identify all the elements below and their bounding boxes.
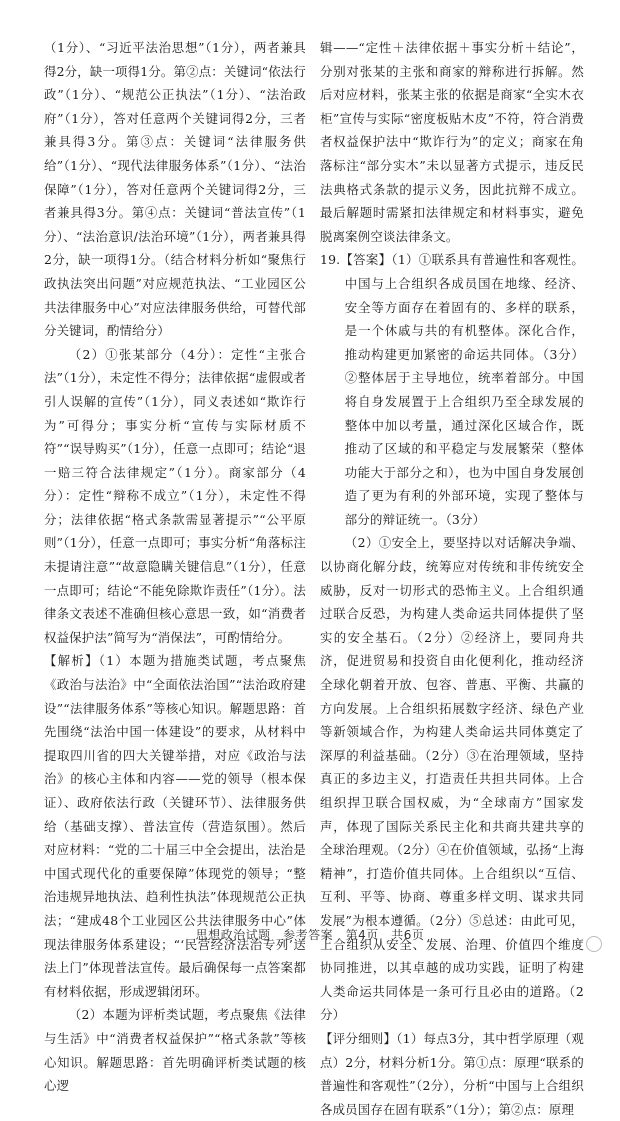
left-paragraph-2: （2）①张某部分（4分）：定性“主张合法”（1分），未定性不得分；法律依据“虚假或者引人误解的宣传”（1分），同义表述如“欺诈行为”可得分；事实分析“宣传与实际材质不符”“误导购买”（1分），任意一点即可；结论“退一赔三符合法律规定”（1分）。商家部分（4分）：定性“辩称不成立”（1分），未定性不得分；法律依据“格式条款需显著提示”“公平原则”（1分），任意一点即可；事实分析“角落标注未提请注意”“故意隐瞒关键信息”（1分），任意一点即可；结论“不能免除欺诈责任”（1分）。法律条文表述不准确但核心意思一致，如“消费者权益保护法”简写为“消保法”，可酌情给分。 — [44, 346, 306, 645]
corner-mark — [586, 936, 602, 952]
right-paragraph-1: 辑——“定性＋法律依据＋事实分析＋结论”，分别对张某的主张和商家的辩称进行拆解。然后对应材料，张某主张的依据是商家“全实木衣柜”宣传与实际“密度板贴木皮”不符，符合消费者权益保护法中“欺诈行为”的定义；商家在角落标注“部分实木”未以显著方式提示，违反民法典格式条款的提示义务，因此抗辩不成立。最后解题时需紧扣法律规定和材料事实，避免脱离案例空谈法律条文。 — [320, 40, 584, 244]
right-paragraph-3: （2）①安全上，要坚持以对话解决争端、以协商化解分歧，统筹应对传统和非传统安全威胁，反对一切形式的恐怖主义。上合组织通过联合反恐，为构建人类命运共同体提供了坚实的安全基石。（2分）②经济上，要同舟共济，促进贸易和投资自由化便利化，推动经济全球化朝着开放、包容、普惠、平衡、共赢的方向发展。上合组织拓展数字经济、绿色产业等新领域合作，为构建人类命运共同体奠定了深厚的利益基础。（2分）③在治理领域，坚持真正的多边主义，打造责任共担共同体。上合组织捍卫联合国权威，为“全球南方”国家发声，体现了国际关系民主化和共商共建共享的全球治理观。（2分）④在价值领域，弘扬“上海精神”，打造价值共同体。上合组织以“互信、互利、平等、协商、尊重多样文明、谋求共同发展”为根本遵循。（2分）⑤总述：由此可见，上合组织从安全、发展、治理、价值四个维度协同推进，以其卓越的成功实践，证明了构建人类命运共同体是一条可行且必由的道路。（2分） — [320, 535, 584, 1023]
right-paragraph-4: 【评分细则】（1）每点3分，其中哲学原理（观点）2分，材料分析1分。第①点：原理“联系的普遍性和客观性”（2分），分析“中国与上合组织各成员国存在固有联系”（1分）；第②点：原理 — [320, 1030, 584, 1117]
right-paragraph-2: 19.【答案】（1）①联系具有普遍性和客观性。中国与上合组织各成员国在地缘、经济、安全等方面存在着固有的、多样的联系，是一个休戚与共的有机整体。深化合作，推动构建更加紧密的命运共同体。（3分）②整体居于主导地位，统率着部分。中国将自身发展置于上合组织乃至全球发展的整体中加以考量，通过深化区域合作，既推动了区域的和平稳定与发展繁荣（整体功能大于部分之和），也为中国自身发展创造了更为有利的外部环境，实现了整体与部分的辩证统一。（3分） — [320, 252, 584, 527]
left-paragraph-3: 【解析】（1）本题为措施类试题，考点聚焦《政治与法治》中“全面依法治国”“法治政府建设”“法律服务体系”等核心知识。解题思路：首先围绕“法治中国一体建设”的要求，从材料中提取四川省的四大关键举措，对应《政治与法治》的核心主体和内容——党的领导（根本保证）、政府依法行政（关键环节）、法律服务供给（基础支撑）、普法宣传（营造氛围）。然后对应材料：“党的二十届三中全会提出，法治是中国式现代化的重要保障”体现党的领导；“整治违规异地执法、趋利性执法”体现规范公正执法；“建成48个工业园区公共法律服务中心”体现法律服务体系建设；“‘民营经济法治专列’送法上门”体现普法宣传。最后确保每一点答案都有材料依据，形成逻辑闭环。 — [44, 653, 306, 999]
page-footer: 思想政治试题 参考答案 第4页 共6页 — [195, 928, 425, 942]
left-paragraph-4: （2）本题为评析类试题，考点聚焦《法律与生活》中“消费者权益保护”“格式条款”等核心知识。解题思路：首先明确评析类试题的核心逻 — [44, 1007, 306, 1094]
left-paragraph-1: （1分）、“习近平法治思想”（1分），两者兼具得2分，缺一项得1分。第②点：关键词“依法行政”（1分）、“规范公正执法”（1分）、“法治政府”（1分），答对任意两个关键词得2分，三者兼具得3分。第③点：关键词“法律服务供给”（1分）、“现代法律服务体系”（1分）、“法治保障”（1分），答对任意两个关键词得2分，三者兼具得3分。第④点：关键词“普法宣传”（1分）、“法治意识/法治环境”（1分），两者兼具得2分，缺一项得1分。（结合材料分析如“聚焦行政执法突出问题”对应规范执法、“工业园区公共法律服务中心”对应法律服务供给，可替代部分关键词，酌情给分） — [44, 40, 306, 339]
right-column — [320, 36, 584, 1121]
